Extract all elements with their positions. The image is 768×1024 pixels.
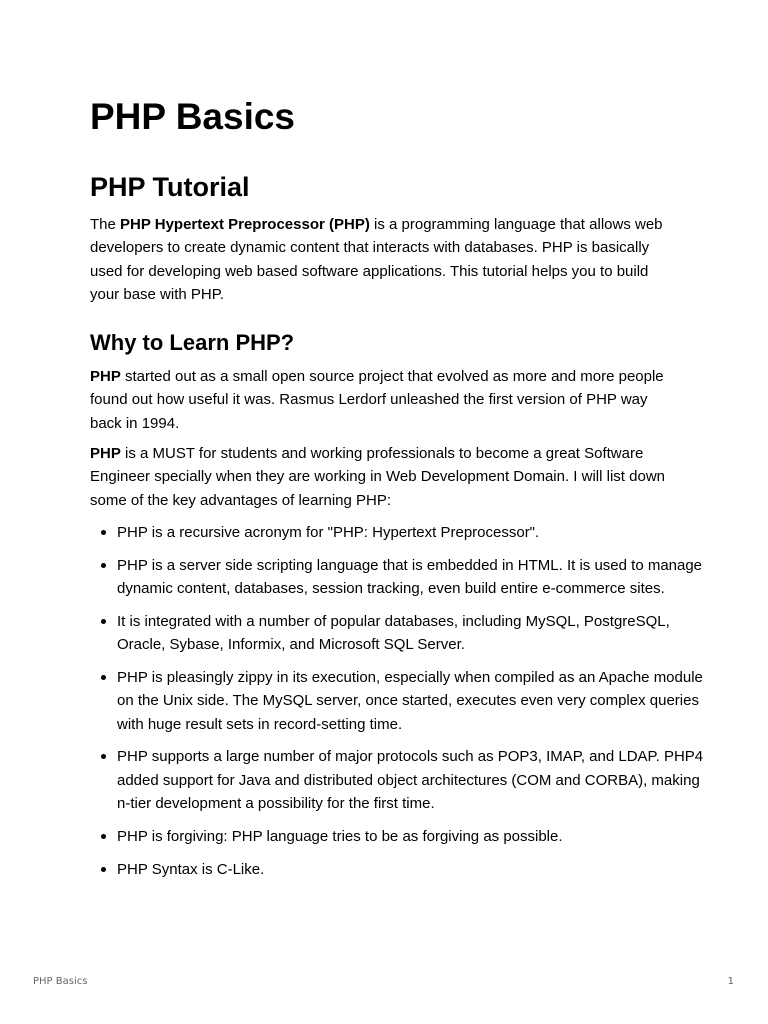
list-item: PHP is pleasingly zippy in its execution, especially when compiled as an Apache module on the Unix side. The MySQL server, once started, executes even very complex queries with huge result sets in record-setting time.	[117, 666, 707, 736]
footer-document-title: PHP Basics	[33, 976, 88, 987]
bold-term: PHP	[90, 445, 121, 462]
list-item: PHP is a server side scripting language that is embedded in HTML. It is used to manage dynamic content, databases, session tracking, even build entire e-commerce sites.	[117, 554, 707, 601]
list-item: PHP supports a large number of major protocols such as POP3, IMAP, and LDAP. PHP4 added support for Java and distributed object architectures (COM and CORBA), making n-tier development a possibility for the first time.	[117, 745, 707, 815]
section-heading-php-tutorial: PHP Tutorial	[90, 172, 250, 202]
list-item: PHP is forgiving: PHP language tries to be as forgiving as possible.	[117, 825, 707, 848]
tutorial-intro-paragraph	[90, 213, 680, 306]
advantages-list	[90, 521, 707, 890]
history-paragraph	[90, 365, 680, 435]
paragraph-prefix: The	[90, 216, 121, 233]
bold-term: PHP Hypertext Preprocessor (PHP)	[120, 216, 370, 233]
paragraph-text: is a programming language that allows web developers to create dynamic content that interacts with databases. PHP is basically used for developing web based software applications. This tutorial helps you to build your base with PHP.	[90, 216, 663, 303]
page-title: PHP Basics	[90, 96, 295, 137]
list-item: PHP is a recursive acronym for "PHP: Hypertext Preprocessor".	[117, 521, 707, 544]
list-item: PHP Syntax is C-Like.	[117, 858, 707, 881]
paragraph-text: is a MUST for students and working professionals to become a great Software Engineer specially when they are working in Web Development Domain. I will list down some of the key advantages of learning PHP:	[90, 445, 665, 509]
section-heading-why-learn-php: Why to Learn PHP?	[90, 330, 295, 355]
footer-page-number: 1	[727, 976, 734, 987]
bold-term: PHP	[90, 368, 121, 385]
list-item: It is integrated with a number of popular databases, including MySQL, PostgreSQL, Oracle, Sybase, Informix, and Microsoft SQL Server.	[117, 610, 707, 657]
advantages-intro-paragraph	[90, 442, 680, 512]
paragraph-text: started out as a small open source project that evolved as more and more people found out how useful it was. Rasmus Lerdorf unleashed the first version of PHP way back in 1994.	[90, 368, 664, 432]
